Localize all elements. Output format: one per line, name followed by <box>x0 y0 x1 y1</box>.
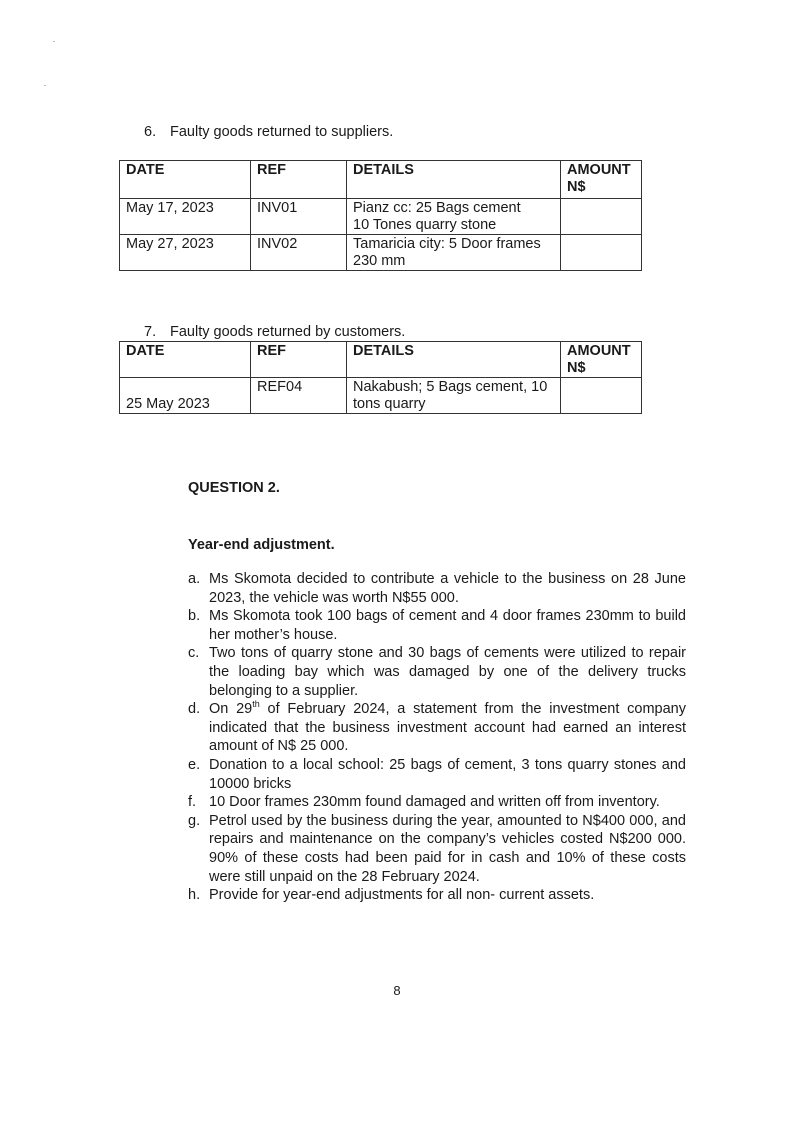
cell-ref: INV01 <box>251 199 347 235</box>
customers-returns-table <box>119 341 642 414</box>
cell-amount <box>561 378 642 414</box>
scan-speck <box>53 41 55 42</box>
cell-details <box>347 235 561 271</box>
table-row <box>120 378 642 414</box>
list-item <box>188 644 686 700</box>
details-line-2: 230 mm <box>353 253 406 269</box>
table-row <box>120 199 642 235</box>
section-6-title: Faulty goods returned to suppliers. <box>170 124 394 140</box>
item-letter: h. <box>188 887 201 904</box>
item-letter: c. <box>188 645 200 662</box>
header-ref: REF <box>251 342 347 378</box>
item-letter: d. <box>188 701 201 718</box>
question-subtitle: Year-end adjustment. <box>188 537 335 553</box>
header-amount <box>561 342 642 378</box>
item-text-start: On 29 <box>209 701 253 718</box>
item-text: Petrol used by the business during the year, amounted to N$400 000, and repairs and maintenance on the company’s vehicles costed N$200 000. 90% of these costs had been paid for in cash and 10% of these costs were still unpaid on the 28 February 2024. <box>209 812 686 885</box>
adjustments-list <box>188 570 686 905</box>
item-text: Donation to a local school: 25 bags of cement, 3 tons quarry stones and 10000 bricks <box>209 756 686 792</box>
page-number: 8 <box>393 983 401 998</box>
table-row <box>120 235 642 271</box>
cell-date: May 27, 2023 <box>120 235 251 271</box>
list-item <box>188 756 686 793</box>
header-currency: N$ <box>567 360 586 376</box>
details-line-2: 10 Tones quarry stone <box>353 217 497 233</box>
section-7-title: Faulty goods returned by customers. <box>170 324 406 340</box>
item-letter: f. <box>188 794 197 811</box>
details-line-1: Pianz cc: 25 Bags cement <box>353 200 521 216</box>
header-amount <box>561 161 642 199</box>
item-letter: e. <box>188 756 201 773</box>
ordinal-suffix: th <box>252 699 260 710</box>
section-6-number: 6. <box>144 124 157 140</box>
item-text: Provide for year-end adjustments for all non- current assets. <box>209 887 595 904</box>
list-item <box>188 886 686 905</box>
details-line-1: Tamaricia city: 5 Door frames <box>353 236 541 252</box>
item-letter: a. <box>188 571 201 587</box>
table-header-row <box>120 342 642 378</box>
header-ref: REF <box>251 161 347 199</box>
cell-ref: INV02 <box>251 235 347 271</box>
list-item <box>188 607 686 644</box>
item-text <box>209 700 686 756</box>
header-amount-label: AMOUNT <box>567 343 631 359</box>
cell-date: May 17, 2023 <box>120 199 251 235</box>
cell-amount <box>561 235 642 271</box>
details-line-1: Nakabush; 5 Bags cement, 10 <box>353 379 548 395</box>
cell-details <box>347 199 561 235</box>
cell-ref: REF04 <box>251 378 347 414</box>
header-date: DATE <box>120 161 251 199</box>
header-details: DETAILS <box>347 342 561 378</box>
table-header-row <box>120 161 642 199</box>
question-title: QUESTION 2. <box>188 480 280 496</box>
section-7-heading <box>144 324 405 340</box>
header-currency: N$ <box>567 179 586 195</box>
header-amount-label: AMOUNT <box>567 162 631 178</box>
header-details: DETAILS <box>347 161 561 199</box>
item-letter: b. <box>188 608 201 625</box>
section-6-heading <box>144 124 393 140</box>
list-item <box>188 812 686 886</box>
cell-details <box>347 378 561 414</box>
suppliers-returns-table <box>119 160 642 271</box>
cell-date: 25 May 2023 <box>120 378 251 414</box>
details-line-2: tons quarry <box>353 396 426 412</box>
scan-speck <box>44 85 46 86</box>
section-7-number: 7. <box>144 324 157 340</box>
item-letter: g. <box>188 812 201 829</box>
list-item <box>188 570 686 607</box>
list-item <box>188 700 686 756</box>
item-text: Ms Skomota decided to contribute a vehicle to the business on 28 June 2023, the vehicle was worth N$55 000. <box>209 571 686 606</box>
list-item <box>188 793 686 812</box>
item-text: Two tons of quarry stone and 30 bags of cements were utilized to repair the loading bay which was damaged by one of the delivery trucks belonging to a supplier. <box>209 645 686 699</box>
cell-amount <box>561 199 642 235</box>
item-text: Ms Skomota took 100 bags of cement and 4 door frames 230mm to build her mother’s house. <box>209 608 686 643</box>
header-date: DATE <box>120 342 251 378</box>
item-text: 10 Door frames 230mm found damaged and written off from inventory. <box>209 794 660 811</box>
item-text-end: of February 2024, a statement from the investment company indicated that the business investment account had earned an interest amount of N$ 25 000. <box>209 701 686 755</box>
